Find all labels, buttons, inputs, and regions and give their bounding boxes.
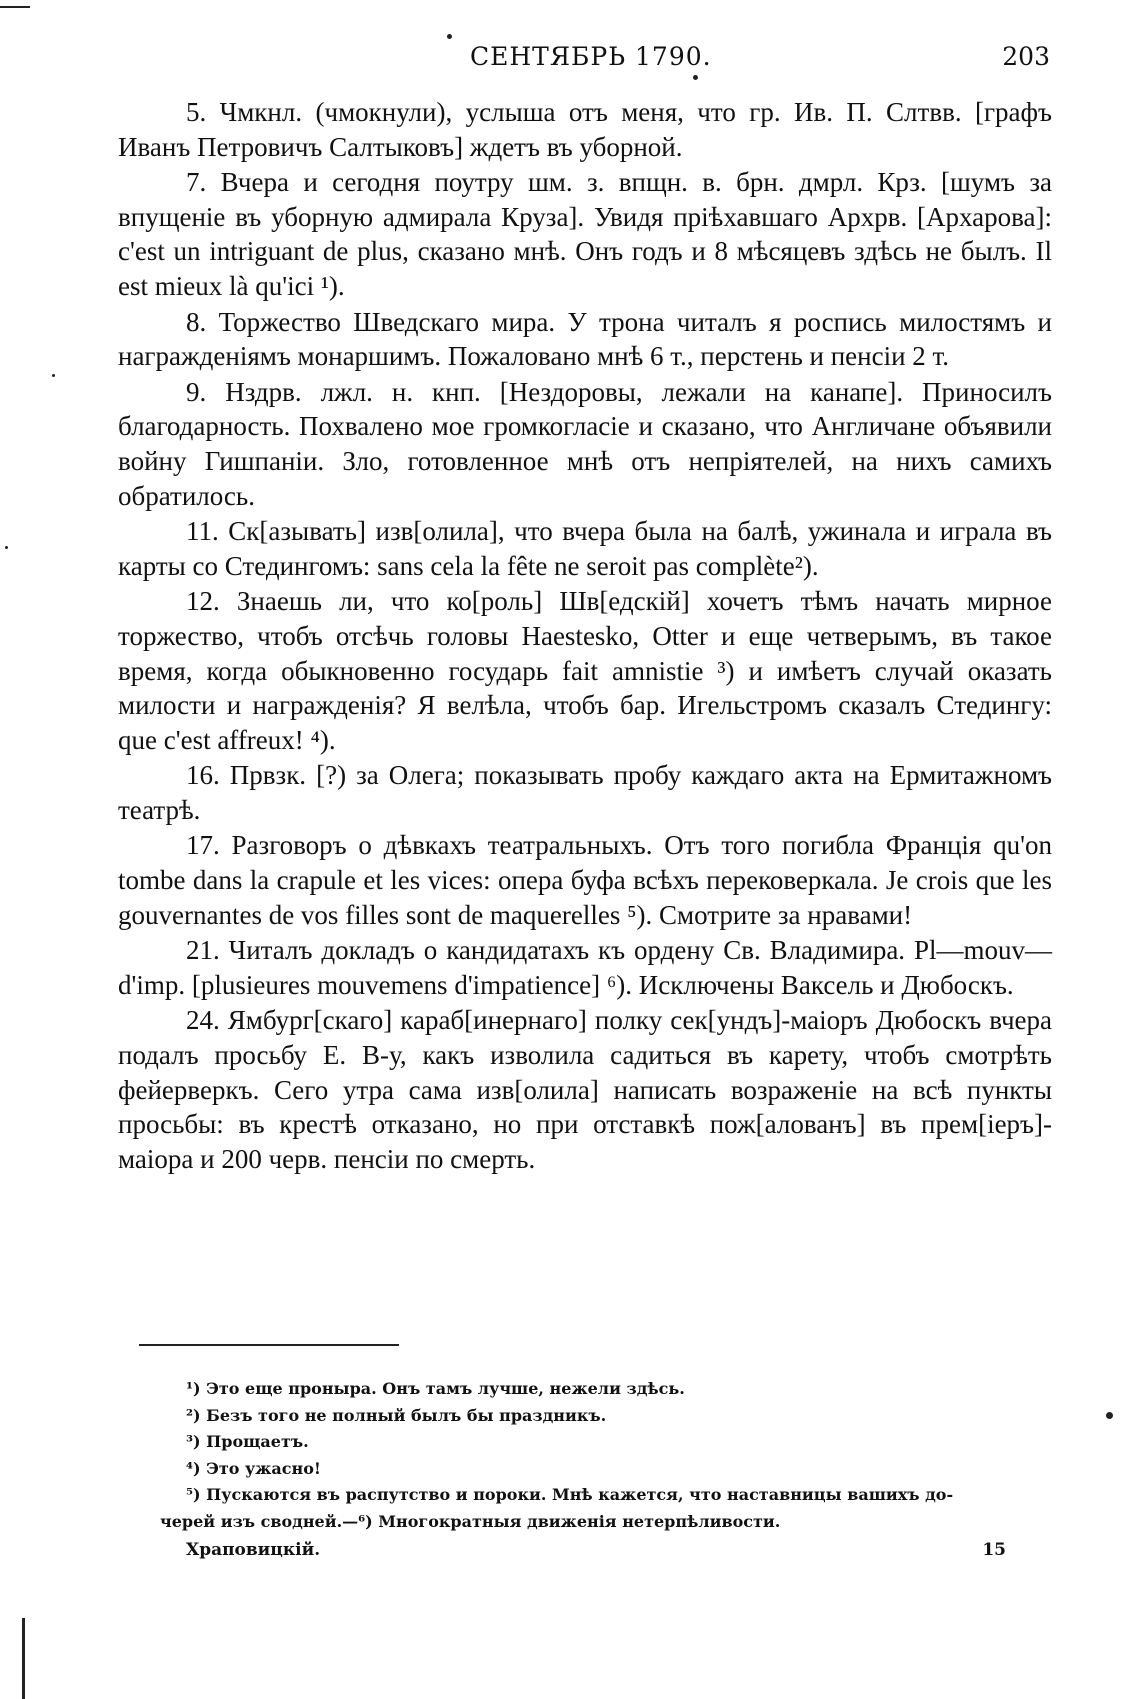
footnote: ⁵) Пускаются въ распутство и пороки. Мнѣ кажется, что наставницы вашихъ до- bbox=[186, 1485, 954, 1504]
scan-margin-bar bbox=[22, 1618, 25, 1699]
entry-paragraph: 12. Знаешь ли, что ко[роль] Шв[едскій] хочетъ тѣмъ начать мирное торжество, чтобъ отсѣчь головы Haestesko, Otter и еще четверымъ, въ такое время, когда обыкновенно государь fait amnistie ³) и имѣетъ случай оказать милости и награжденія? Я велѣла, чтобъ бар. Игельстромъ сказалъ Стедингу: que c'est affreux! ⁴). bbox=[118, 586, 1052, 755]
page-number: 203 bbox=[1002, 42, 1050, 71]
scan-speck bbox=[5, 546, 8, 549]
running-title: СЕНТЯБРЬ 1790. bbox=[470, 42, 712, 71]
entry-paragraph: 16. Првзк. [?) за Олега; показывать пробу каждаго акта на Ермитажномъ театрѣ. bbox=[118, 760, 1052, 825]
entry-paragraph: 5. Чмкнл. (чмокнули), услыша отъ меня, что гр. Ив. П. Слтвв. [графъ Иванъ Петровичъ Салтыковъ] ждетъ въ уборной. bbox=[118, 97, 1052, 162]
entry-paragraph: 9. Нздрв. лжл. н. кнп. [Нездоровы, лежали на канапе]. Приносилъ благодарность. Похвалено мое громкогласіе и сказано, что Англичане объявили войну Гишпаніи. Зло, готовленное мнѣ отъ непріятелей, на нихъ самихъ обратилось. bbox=[118, 376, 1052, 511]
body-text bbox=[118, 95, 1052, 1177]
footnote: ¹) Это еще пронырa. Онъ тамъ лучше, нежели здѣсь. bbox=[186, 1379, 685, 1398]
signature-mark: Храповицкій. bbox=[186, 1540, 321, 1560]
footnote-continuation: черей изъ сводней.—⁶) Многократныя движенія нетерпѣливости. bbox=[160, 1511, 781, 1531]
scan-edge-line bbox=[0, 6, 30, 8]
sheet-number: 15 bbox=[982, 1540, 1006, 1560]
scan-speck bbox=[1106, 1412, 1113, 1419]
page-header bbox=[120, 42, 1050, 82]
scan-speck bbox=[447, 34, 452, 39]
scan-speck bbox=[693, 75, 698, 80]
footnote: ³) Прощаетъ. bbox=[186, 1432, 309, 1451]
footnote: ²) Безъ того не полный былъ бы праздникъ. bbox=[186, 1405, 607, 1425]
footnote: ⁴) Это ужасно! bbox=[186, 1458, 321, 1478]
scan-speck bbox=[52, 374, 55, 377]
entry-paragraph: 24. Ямбург[скаго] караб[инернаго] полку сек[ундъ]-маіоръ Дюбоскъ вчера подалъ просьбу Е. В-у, какъ изволила садиться въ карету, чтобъ смотрѣть фейерверкъ. Сего утра сама изв[олила] написать возраженіе на всѣ пункты просьбы: въ крестѣ отказано, но при отставкѣ пож[алованъ] въ прем[іеръ]-маіора и 200 черв. пенсіи по смерть. bbox=[118, 1005, 1052, 1174]
entry-paragraph: 21. Читалъ докладъ о кандидатахъ къ ордену Св. Владимира. Pl—mouv—d'imp. [plusieures mouvemens d'impatience] ⁶). Исключены Ваксель и Дюбоскъ. bbox=[118, 935, 1052, 1000]
entry-paragraph: 7. Вчера и сегодня поутру шм. з. впщн. в. брн. дмрл. Крз. [шумъ за впущеніе въ уборную адмирала Круза]. Увидя пріѣхавшаго Архрв. [Архарова]: c'est un intriguant de plus, сказано мнѣ. Онъ годъ и 8 мѣсяцевъ здѣсь не былъ. Il est mieux là qu'ici ¹). bbox=[118, 167, 1052, 301]
entry-paragraph: 11. Ск[азывать] изв[олила], что вчера была на балѣ, ужинала и играла въ карты со Стедингомъ: sans cela la fête ne seroit pas complète²). bbox=[118, 516, 1052, 581]
footnote-rule bbox=[139, 1344, 399, 1346]
entry-paragraph: 17. Разговоръ о дѣвкахъ театральныхъ. Отъ того погибла Франція qu'on tombe dans la crapule et les vices: опера буфа всѣхъ перековеркала. Je crois que les gouvernantes de vos filles sont de maquerelles ⁵). Смотрите за нравами! bbox=[118, 830, 1052, 930]
entry-paragraph: 8. Торжество Шведскаго мира. У трона читалъ я роспись милостямъ и награжденіямъ монаршимъ. Пожаловано мнѣ 6 т., перстень и пенсіи 2 т. bbox=[118, 306, 1052, 372]
footnotes bbox=[160, 1376, 1061, 1535]
